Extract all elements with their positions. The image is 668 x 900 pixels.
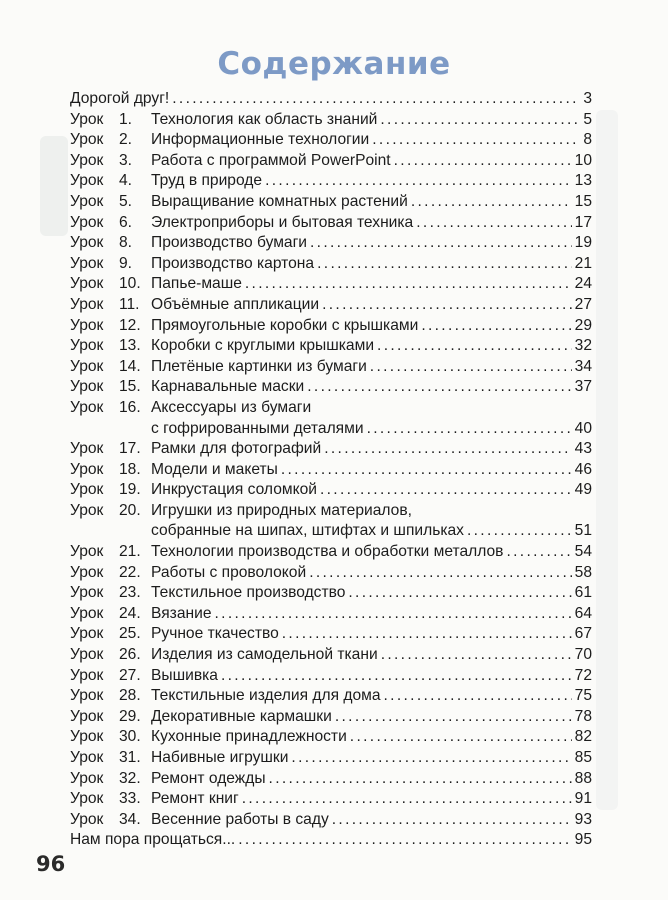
entry-page: 95 <box>574 831 592 849</box>
lesson-label: Урок <box>70 646 104 664</box>
lesson-label: Урок <box>70 213 104 231</box>
dot-leader <box>265 171 572 192</box>
entry-title: Папье-маше <box>151 275 242 293</box>
toc-line <box>151 439 592 460</box>
dot-leader <box>310 233 572 254</box>
page-title: Содержание <box>217 46 451 82</box>
toc-entry <box>70 727 592 748</box>
toc-entry <box>70 460 592 481</box>
dot-leader <box>350 727 572 748</box>
dot-leader <box>309 563 571 584</box>
lesson-number: 14. <box>119 357 141 375</box>
lesson-number: 26. <box>119 646 141 664</box>
dot-leader <box>291 748 571 769</box>
entry-title: Модели и макеты <box>151 460 278 478</box>
toc-line <box>151 769 592 790</box>
toc-entry <box>70 377 592 398</box>
dot-leader <box>245 274 572 295</box>
toc-line <box>151 316 592 337</box>
toc-line <box>151 686 592 707</box>
toc-line <box>151 604 592 625</box>
entry-page: 13 <box>574 172 592 190</box>
dot-leader <box>322 295 572 316</box>
toc-entry <box>70 398 592 419</box>
entry-title: Выращивание комнатных растений <box>151 192 408 210</box>
lesson-label: Урок <box>70 749 104 766</box>
dot-leader <box>380 110 580 131</box>
entry-page: 29 <box>574 316 592 334</box>
lesson-label: Урок <box>70 254 104 272</box>
entry-page: 5 <box>583 110 592 128</box>
lesson-label: Урок <box>70 192 104 210</box>
entry-title: Производство картона <box>151 254 315 272</box>
entry-page: 85 <box>574 749 592 766</box>
lesson-label: Урок <box>70 790 104 808</box>
entry-page: 91 <box>574 790 592 808</box>
dot-leader <box>307 377 571 398</box>
dot-leader <box>370 357 572 378</box>
entry-page: 24 <box>574 275 592 293</box>
entry-page: 34 <box>574 357 592 375</box>
lesson-label: Урок <box>70 728 104 746</box>
lesson-label: Урок <box>70 398 104 416</box>
entry-page: 40 <box>574 419 592 437</box>
lesson-label: Урок <box>70 584 104 602</box>
toc-entry <box>70 707 592 728</box>
lesson-number: 12. <box>119 316 141 334</box>
dot-leader <box>377 336 572 357</box>
toc-entry <box>70 213 592 234</box>
lesson-label: Урок <box>70 110 104 128</box>
toc-entry <box>70 624 592 645</box>
dot-leader <box>416 213 571 234</box>
dot-leader <box>394 151 572 172</box>
toc-line <box>151 789 592 810</box>
toc-line <box>151 357 592 378</box>
lesson-number: 8. <box>119 234 133 252</box>
entry-title: Текстильное производство <box>151 584 346 602</box>
lesson-label: Урок <box>70 172 104 190</box>
toc-entry <box>70 686 592 707</box>
dot-leader <box>238 830 571 851</box>
lesson-number: 11. <box>119 295 140 313</box>
entry-page: 19 <box>574 234 592 252</box>
lesson-label: Урок <box>70 604 104 622</box>
entry-title: Ремонт одежды <box>151 769 266 787</box>
lesson-number: 3. <box>119 151 133 169</box>
dot-leader <box>282 624 572 645</box>
toc-line <box>151 110 592 131</box>
lesson-label: Урок <box>70 151 104 169</box>
entry-title: Дорогой друг! <box>70 90 170 107</box>
toc-line <box>151 336 592 357</box>
lesson-number: 20. <box>119 501 141 519</box>
dot-leader <box>421 316 571 337</box>
entry-title: Плетёные картинки из бумаги <box>151 357 367 375</box>
toc-line <box>151 460 592 481</box>
toc-line <box>151 583 592 604</box>
entry-title: Производство бумаги <box>151 234 308 252</box>
lesson-number: 30. <box>119 728 141 746</box>
dot-leader <box>269 769 572 790</box>
entry-title: Электроприборы и бытовая техника <box>151 213 414 231</box>
dot-leader <box>242 789 572 810</box>
lesson-label: Урок <box>70 707 104 725</box>
toc-line <box>151 666 592 687</box>
toc-line <box>151 707 592 728</box>
toc-entry <box>70 666 592 687</box>
toc-entry-continuation <box>70 521 592 542</box>
toc-entry <box>70 130 592 151</box>
toc-line <box>151 521 592 542</box>
toc-entry-continuation <box>70 419 592 440</box>
toc-line <box>151 563 592 584</box>
lesson-label: Урок <box>70 460 104 478</box>
entry-title: Ручное ткачество <box>151 625 279 643</box>
lesson-label: Урок <box>70 378 104 396</box>
entry-page: 75 <box>574 687 592 705</box>
toc-entry <box>70 89 592 110</box>
lesson-number: 24. <box>119 604 141 622</box>
toc-entry <box>70 789 592 810</box>
entry-title: Технологии производства и обработки металлов <box>151 543 504 561</box>
toc-line <box>151 398 592 419</box>
lesson-label: Урок <box>70 543 104 561</box>
entry-title: Игрушки из природных материалов, <box>151 501 412 519</box>
toc-entry <box>70 439 592 460</box>
entry-title: собранные на шипах, штифтах и шпильках <box>151 522 464 540</box>
toc-line <box>151 419 592 440</box>
lesson-number: 29. <box>119 707 141 725</box>
dot-leader <box>172 89 580 110</box>
dot-leader <box>324 439 571 460</box>
entry-title: Кухонные принадлежности <box>151 728 347 746</box>
toc-line <box>151 645 592 666</box>
lesson-number: 18. <box>119 460 141 478</box>
entry-page: 37 <box>574 378 592 396</box>
entry-page: 49 <box>574 481 592 499</box>
toc-entry <box>70 192 592 213</box>
dot-leader <box>381 645 572 666</box>
entry-title: Инкрустация соломкой <box>151 481 317 499</box>
toc-entry <box>70 604 592 625</box>
entry-page: 17 <box>574 213 592 231</box>
toc-line <box>151 748 592 769</box>
lesson-number: 21. <box>119 543 141 561</box>
entry-title: Работа с программой PowerPoint <box>151 151 391 169</box>
toc-line <box>151 377 592 398</box>
dot-leader <box>281 460 572 481</box>
lesson-number: 1. <box>119 110 133 128</box>
entry-title: Изделия из самодельной ткани <box>151 646 378 664</box>
toc-line <box>151 130 592 151</box>
dot-leader <box>320 480 572 501</box>
lesson-number: 4. <box>119 172 133 190</box>
entry-title: Работы с проволокой <box>151 563 307 581</box>
lesson-number: 28. <box>119 687 141 705</box>
toc-line <box>151 542 592 563</box>
entry-page: 46 <box>574 460 592 478</box>
entry-page: 27 <box>574 295 592 313</box>
lesson-label: Урок <box>70 440 104 458</box>
lesson-label: Урок <box>70 481 104 499</box>
toc-entry <box>70 830 592 851</box>
toc-entry <box>70 563 592 584</box>
lesson-number: 32. <box>119 769 141 787</box>
entry-page: 15 <box>574 192 592 210</box>
lesson-number: 13. <box>119 337 141 355</box>
entry-title: Нам пора прощаться... <box>70 831 236 849</box>
entry-title: Декоративные кармашки <box>151 707 332 725</box>
entry-title: Ремонт книг <box>151 790 239 808</box>
lesson-label: Урок <box>70 810 104 828</box>
toc-entry <box>70 645 592 666</box>
toc-entry <box>70 151 592 172</box>
lesson-label: Урок <box>70 687 104 705</box>
toc-entry <box>70 810 592 831</box>
entry-page: 70 <box>574 646 592 664</box>
lesson-label: Урок <box>70 625 104 643</box>
lesson-label: Урок <box>70 275 104 293</box>
entry-page: 54 <box>574 543 592 561</box>
dot-leader <box>467 521 572 542</box>
dot-leader <box>384 686 572 707</box>
lesson-label: Урок <box>70 337 104 355</box>
toc-line <box>151 213 592 234</box>
toc-line <box>151 151 592 172</box>
entry-title: Прямоугольные коробки с крышками <box>151 316 419 334</box>
toc-line <box>151 501 592 522</box>
lesson-label: Урок <box>70 234 104 252</box>
dot-leader <box>367 419 572 440</box>
entry-page: 88 <box>574 769 592 787</box>
lesson-label: Урок <box>70 357 104 375</box>
dot-leader <box>317 254 572 275</box>
page-number: 96 <box>36 852 66 876</box>
entry-page: 51 <box>574 522 592 540</box>
toc-entry <box>70 233 592 254</box>
toc-entry <box>70 748 592 769</box>
entry-page: 82 <box>574 728 592 746</box>
entry-title: Вышивка <box>151 666 218 684</box>
entry-page: 58 <box>574 563 592 581</box>
entry-title: Труд в природе <box>151 172 263 190</box>
dot-leader <box>335 707 572 728</box>
toc-entry <box>70 583 592 604</box>
dot-leader <box>332 810 572 831</box>
toc-entry <box>70 295 592 316</box>
toc-line <box>151 254 592 275</box>
toc-line <box>151 727 592 748</box>
entry-title: Вязание <box>151 604 212 622</box>
entry-page: 72 <box>574 666 592 684</box>
entry-title: Весенние работы в саду <box>151 810 329 828</box>
entry-page: 32 <box>574 337 592 355</box>
toc-entry <box>70 316 592 337</box>
lesson-number: 27. <box>119 666 141 684</box>
lesson-number: 9. <box>119 254 133 272</box>
lesson-number: 15. <box>119 378 141 396</box>
table-of-contents <box>70 89 592 851</box>
dot-leader <box>372 130 580 151</box>
lesson-label: Урок <box>70 666 104 684</box>
dot-leader <box>215 604 572 625</box>
bleed-through-shade-right <box>596 110 618 810</box>
toc-line <box>151 624 592 645</box>
lesson-number: 25. <box>119 625 141 643</box>
toc-entry <box>70 171 592 192</box>
toc-entry <box>70 501 592 522</box>
toc-entry <box>70 274 592 295</box>
bleed-through-shade-left <box>40 136 68 236</box>
lesson-number: 6. <box>119 213 133 231</box>
entry-title: Карнавальные маски <box>151 378 305 396</box>
entry-page: 8 <box>583 131 592 149</box>
lesson-number: 5. <box>119 192 133 210</box>
toc-entry <box>70 769 592 790</box>
entry-title: Информационные технологии <box>151 131 370 149</box>
lesson-label: Урок <box>70 769 104 787</box>
entry-page: 43 <box>574 440 592 458</box>
entry-page: 78 <box>574 707 592 725</box>
entry-page: 21 <box>574 254 592 272</box>
entry-page: 67 <box>574 625 592 643</box>
dot-leader <box>221 666 572 687</box>
toc-entry <box>70 336 592 357</box>
toc-entry <box>70 254 592 275</box>
entry-title: Коробки с круглыми крышками <box>151 337 375 355</box>
dot-leader <box>411 192 572 213</box>
lesson-number: 19. <box>119 481 141 499</box>
toc-line <box>70 89 592 110</box>
toc-entry <box>70 542 592 563</box>
lesson-number: 33. <box>119 790 141 808</box>
toc-line <box>151 171 592 192</box>
lesson-number: 2. <box>119 131 133 149</box>
lesson-number: 31. <box>119 749 141 766</box>
lesson-label: Урок <box>70 316 104 334</box>
entry-page: 93 <box>574 810 592 828</box>
dot-leader <box>348 583 571 604</box>
entry-title: Набивные игрушки <box>151 749 289 766</box>
entry-title: Технология как область знаний <box>151 110 378 128</box>
toc-line <box>151 810 592 831</box>
lesson-label: Урок <box>70 131 104 149</box>
dot-leader <box>506 542 571 563</box>
entry-title: с гофрированными деталями <box>151 419 364 437</box>
lesson-label: Урок <box>70 501 104 519</box>
lesson-label: Урок <box>70 295 104 313</box>
lesson-label: Урок <box>70 563 104 581</box>
toc-line <box>151 192 592 213</box>
entry-page: 61 <box>574 584 592 602</box>
entry-title: Объёмные аппликации <box>151 295 320 313</box>
lesson-number: 34. <box>119 810 141 828</box>
toc-entry <box>70 357 592 378</box>
toc-line <box>151 233 592 254</box>
entry-page: 64 <box>574 604 592 622</box>
toc-entry <box>70 480 592 501</box>
entry-title: Текстильные изделия для дома <box>151 687 381 705</box>
lesson-number: 23. <box>119 584 141 602</box>
lesson-number: 17. <box>119 440 141 458</box>
lesson-number: 16. <box>119 398 141 416</box>
entry-page: 10 <box>574 151 592 169</box>
toc-line <box>151 274 592 295</box>
entry-title: Аксессуары из бумаги <box>151 398 312 416</box>
lesson-number: 10. <box>119 275 141 293</box>
toc-line <box>151 295 592 316</box>
toc-line <box>70 830 592 851</box>
toc-line <box>151 480 592 501</box>
toc-entry <box>70 110 592 131</box>
entry-title: Рамки для фотографий <box>151 440 322 458</box>
lesson-number: 22. <box>119 563 141 581</box>
entry-page: 3 <box>583 90 592 107</box>
